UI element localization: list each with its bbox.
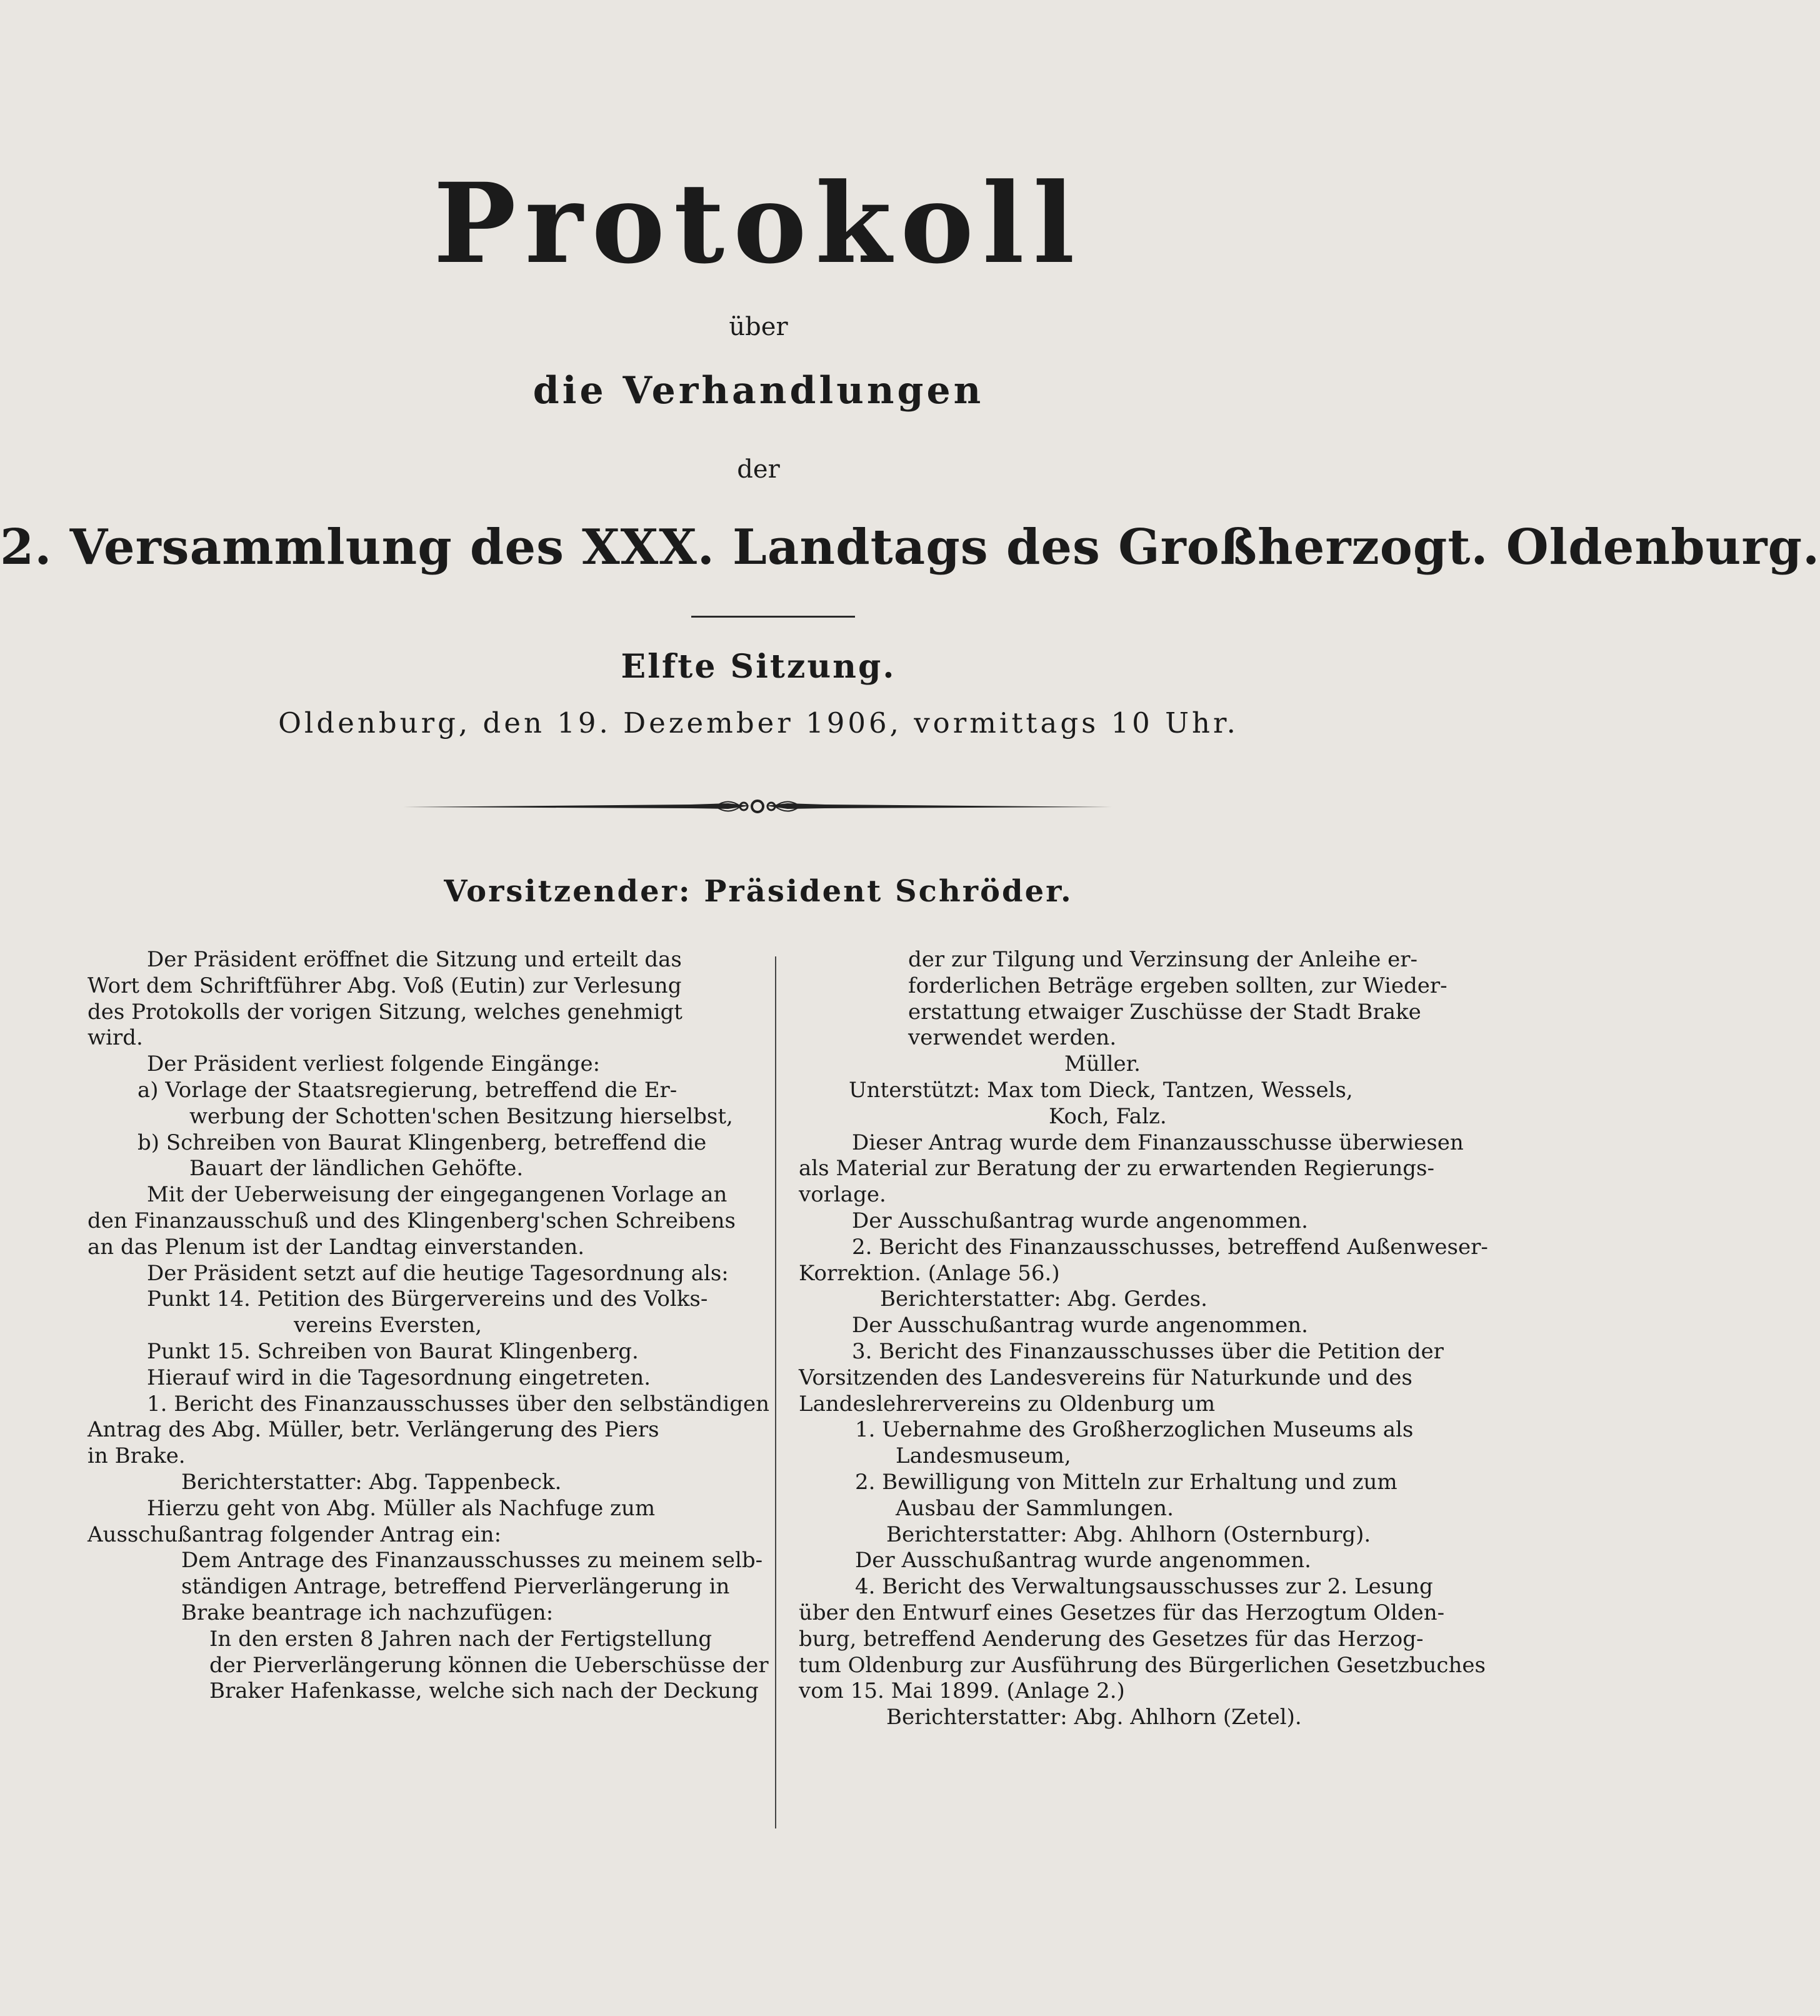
text-line: als Material zur Beratung der zu erwartenden Regierungs- bbox=[799, 1156, 1434, 1181]
text-line: Brake beantrage ich nachzufügen: bbox=[181, 1600, 554, 1625]
text-line: wird. bbox=[88, 1025, 143, 1051]
text-line: a) Vorlage der Staatsregierung, betreffend die Er- bbox=[138, 1077, 678, 1103]
text-line: Müller. bbox=[1064, 1051, 1141, 1077]
text-line: Der Ausschußantrag wurde angenommen. bbox=[855, 1548, 1311, 1573]
text-line: Antrag des Abg. Müller, betr. Verlängerung des Piers bbox=[88, 1417, 659, 1443]
text-line: Der Ausschußantrag wurde angenommen. bbox=[852, 1208, 1308, 1233]
text-line: 2. Bericht des Finanzausschusses, betreffend Außenweser- bbox=[852, 1234, 1488, 1260]
text-line: über den Entwurf eines Gesetzes für das Herzogtum Olden- bbox=[799, 1600, 1445, 1625]
text-line: Berichterstatter: Abg. Ahlhorn (Zetel). bbox=[886, 1705, 1302, 1730]
text-line: ständigen Antrage, betreffend Pierverlängerung in bbox=[181, 1574, 730, 1600]
text-line: verwendet werden. bbox=[908, 1025, 1117, 1051]
text-line: Korrektion. (Anlage 56.) bbox=[799, 1260, 1060, 1286]
text-line: der Pierverlängerung können die Ueberschüsse der bbox=[209, 1652, 769, 1678]
text-line: Ausschußantrag folgender Antrag ein: bbox=[88, 1522, 502, 1547]
place-date-line: Oldenburg, den 19. Dezember 1906, vormittags 10 Uhr. bbox=[278, 706, 1239, 740]
text-line: Bauart der ländlichen Gehöfte. bbox=[189, 1156, 524, 1181]
text-line: Mit der Ueberweisung der eingegangenen Vorlage an bbox=[147, 1182, 728, 1208]
subtitle-ueber: über bbox=[729, 313, 788, 341]
text-line: Hierauf wird in die Tagesordnung eingetreten. bbox=[147, 1365, 651, 1390]
text-line: Landesmuseum, bbox=[896, 1443, 1071, 1469]
column-divider bbox=[775, 956, 776, 1828]
subtitle-verhandlungen: die Verhandlungen bbox=[532, 369, 984, 413]
text-line: Landeslehrervereins zu Oldenburg um bbox=[799, 1391, 1216, 1417]
text-line: 1. Bericht des Finanzausschusses über den selbständigen bbox=[147, 1391, 769, 1417]
subtitle-der: der bbox=[737, 455, 780, 484]
assembly-heading: 2. Versammlung des XXX. Landtags des Großherzogt. Oldenburg. bbox=[0, 519, 1820, 576]
text-line: Koch, Falz. bbox=[1049, 1103, 1167, 1129]
text-line: Punkt 15. Schreiben von Baurat Klingenberg. bbox=[147, 1338, 639, 1364]
text-line: Der Präsident eröffnet die Sitzung und erteilt das bbox=[147, 947, 682, 972]
text-line: burg, betreffend Aenderung des Gesetzes für das Herzog- bbox=[799, 1626, 1424, 1652]
right-column bbox=[799, 947, 1488, 1731]
text-line: Braker Hafenkasse, welche sich nach der Deckung bbox=[209, 1678, 759, 1704]
text-line: forderlichen Beträge ergeben sollten, zur Wieder- bbox=[908, 973, 1448, 998]
text-line: Ausbau der Sammlungen. bbox=[896, 1495, 1174, 1521]
text-line: der zur Tilgung und Verzinsung der Anleihe er- bbox=[908, 947, 1418, 972]
chair-line: Vorsitzender: Präsident Schröder. bbox=[444, 874, 1073, 909]
text-line: vereins Eversten, bbox=[294, 1313, 482, 1338]
text-line: Vorsitzenden des Landesvereins für Naturkunde und des bbox=[799, 1365, 1412, 1390]
short-divider bbox=[691, 616, 855, 618]
text-line: 2. Bewilligung von Mitteln zur Erhaltung und zum bbox=[855, 1469, 1398, 1495]
text-line: in Brake. bbox=[88, 1443, 186, 1469]
left-column bbox=[88, 947, 769, 1705]
text-line: In den ersten 8 Jahren nach der Fertigstellung bbox=[209, 1626, 712, 1652]
text-line: Punkt 14. Petition des Bürgervereins und des Volks- bbox=[147, 1286, 708, 1312]
page-title: Protokoll bbox=[433, 159, 1084, 288]
text-line: Dem Antrage des Finanzausschusses zu meinem selb- bbox=[181, 1548, 763, 1573]
text-line: werbung der Schotten'schen Besitzung hierselbst, bbox=[189, 1103, 733, 1129]
text-line: Der Präsident setzt auf die heutige Tagesordnung als: bbox=[147, 1260, 729, 1286]
text-line: Dieser Antrag wurde dem Finanzausschusse überwiesen bbox=[852, 1130, 1464, 1155]
text-line: tum Oldenburg zur Ausführung des Bürgerlichen Gesetzbuches bbox=[799, 1652, 1486, 1678]
text-line: den Finanzausschuß und des Klingenberg'schen Schreibens bbox=[88, 1208, 736, 1233]
text-line: Berichterstatter: Abg. Tappenbeck. bbox=[181, 1469, 562, 1495]
text-line: Berichterstatter: Abg. Gerdes. bbox=[880, 1286, 1208, 1312]
text-line: 4. Bericht des Verwaltungsausschusses zur 2. Lesung bbox=[855, 1574, 1433, 1600]
session-heading: Elfte Sitzung. bbox=[621, 648, 896, 686]
text-line: an das Plenum ist der Landtag einverstanden. bbox=[88, 1234, 585, 1260]
text-line: vorlage. bbox=[799, 1182, 886, 1208]
text-line: Unterstützt: Max tom Dieck, Tantzen, Wessels, bbox=[849, 1077, 1353, 1103]
text-line: Der Präsident verliest folgende Eingänge: bbox=[147, 1051, 601, 1077]
ornamental-divider bbox=[403, 791, 1112, 822]
text-line: Wort dem Schriftführer Abg. Voß (Eutin) zur Verlesung bbox=[88, 973, 682, 998]
text-line: erstattung etwaiger Zuschüsse der Stadt Brake bbox=[908, 999, 1421, 1025]
text-line: Der Ausschußantrag wurde angenommen. bbox=[852, 1313, 1308, 1338]
text-line: des Protokolls der vorigen Sitzung, welches genehmigt bbox=[88, 999, 682, 1025]
text-line: Hierzu geht von Abg. Müller als Nachfuge zum bbox=[147, 1495, 656, 1521]
text-line: vom 15. Mai 1899. (Anlage 2.) bbox=[799, 1678, 1125, 1704]
text-line: b) Schreiben von Baurat Klingenberg, betreffend die bbox=[138, 1130, 707, 1155]
text-line: Berichterstatter: Abg. Ahlhorn (Osternburg). bbox=[886, 1522, 1371, 1547]
text-line: 3. Bericht des Finanzausschusses über die Petition der bbox=[852, 1338, 1444, 1364]
text-line: 1. Uebernahme des Großherzoglichen Museums als bbox=[855, 1417, 1414, 1443]
